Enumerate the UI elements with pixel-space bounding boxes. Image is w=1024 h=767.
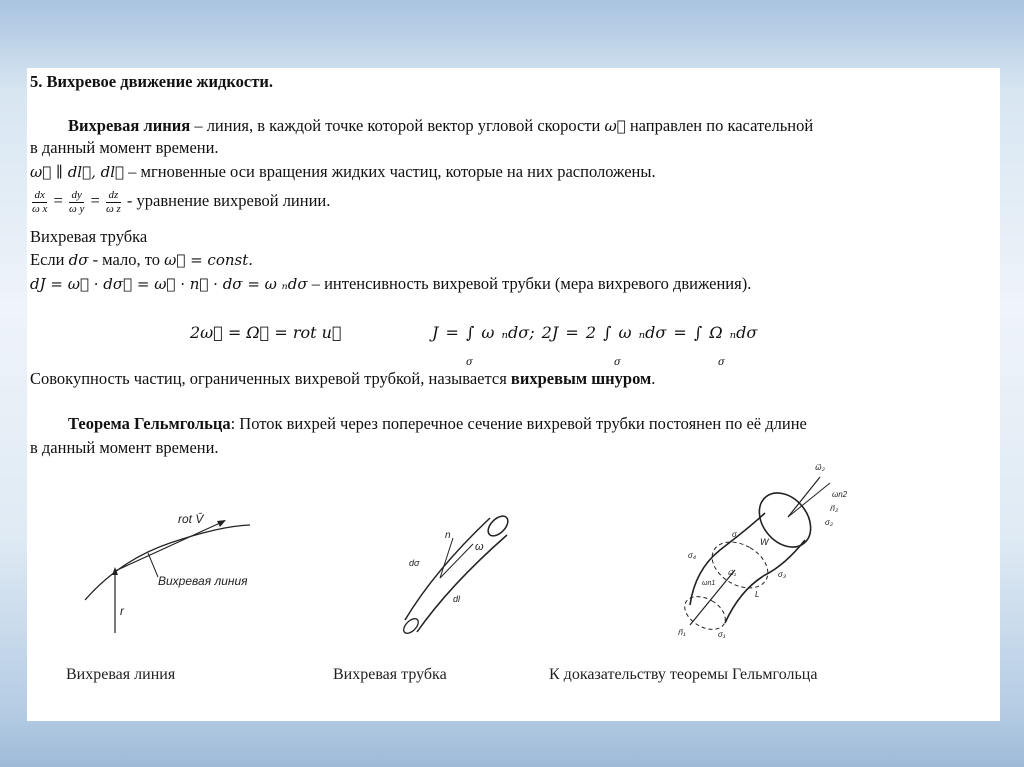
label-dsigma: dσ xyxy=(409,558,420,568)
cord-term: вихревым шнуром xyxy=(510,369,652,388)
num: dy xyxy=(69,189,84,203)
label-r: r xyxy=(120,604,124,618)
sigma-sub-1: σ xyxy=(466,357,473,368)
theorem-text: : Поток вихрей через поперечное сечение вихревой трубки постоянен по её длине xyxy=(230,414,807,433)
theorem-line xyxy=(68,414,807,434)
label-dl: dl xyxy=(453,594,461,604)
formula-rot: 2ω⃗ = Ω⃗ = rot u⃗ xyxy=(190,323,342,342)
eq-text: - уравнение вихревой линии. xyxy=(122,191,331,210)
label-n1: n⃗₁ xyxy=(678,628,686,637)
num: dx xyxy=(32,189,47,203)
intensity-text: – интенсивность вихревой трубки (мера вихревого движения). xyxy=(307,274,752,293)
intensity-formula: dJ = ω⃗ · dσ⃗ = ω⃗ · n⃗ · dσ = ω ₙdσ xyxy=(30,275,308,293)
def-text2: направлен по касательной xyxy=(625,116,814,135)
label-rot-v: rot V̄ xyxy=(178,512,204,526)
num: dz xyxy=(106,189,121,203)
label-s4: σ₄ xyxy=(688,551,697,560)
axes-formula: ω⃗ ∥ dl⃗, dl⃗ xyxy=(30,163,125,181)
den: ω z xyxy=(105,202,121,215)
cord-line xyxy=(30,369,655,389)
vortex-line-equation: $\frac{dx}{\text{ω x}}$ = $\frac{dy}{\text{ω y}}$ = $\frac{dz}{\text{ω z}}$ - уравнение вихревой линии. xyxy=(32,188,331,215)
caption-helmholtz: К доказательству теоремы Гельмгольца xyxy=(549,666,818,683)
label-sigma: σ xyxy=(732,530,737,539)
figure-helmholtz xyxy=(660,455,880,645)
label-W: W xyxy=(760,537,769,547)
caption-vortex-line: Вихревая линия xyxy=(66,666,176,683)
figure-vortex-tube xyxy=(395,510,525,640)
label-w1: ω⃗₁ xyxy=(728,570,737,577)
if-text1: Если xyxy=(30,250,69,269)
theorem-term: Теорема Гельмгольца xyxy=(68,414,231,433)
dsigma: dσ xyxy=(68,251,89,269)
label-s3: σ₃ xyxy=(778,570,786,579)
omega-symbol: ω⃗ xyxy=(604,117,626,135)
fraction-z xyxy=(106,189,121,216)
tube-heading: Вихревая трубка xyxy=(30,227,148,246)
def-text: – линия, в каждой точке которой вектор угловой скорости xyxy=(190,116,605,135)
label-wn1: ωn1 xyxy=(702,580,716,587)
intensity-line xyxy=(30,274,751,294)
definition-line xyxy=(68,116,813,136)
caption-vortex-tube: Вихревая трубка xyxy=(333,666,447,683)
label-w2: ω⃗₂ xyxy=(815,463,825,472)
if-formula: ω⃗ = const. xyxy=(164,251,254,269)
page-title: 5. Вихревое движение жидкости. xyxy=(30,72,273,91)
fraction-y xyxy=(69,189,84,216)
label-n: n xyxy=(445,530,451,541)
den: ω x xyxy=(32,202,48,215)
label-s2: σ₂ xyxy=(825,518,833,527)
label-n2: n⃗₂ xyxy=(830,504,839,513)
label-s1: σ₁ xyxy=(718,630,726,639)
label-L: L xyxy=(755,590,760,599)
if-text2: - мало, то xyxy=(88,250,165,269)
label-omega: ω xyxy=(475,541,484,553)
axes-text: – мгновенные оси вращения жидких частиц, которые на них расположены. xyxy=(124,162,656,181)
if-line xyxy=(30,250,253,270)
figure-vortex-line xyxy=(80,505,280,640)
axes-line xyxy=(30,162,656,182)
term-vortex-line: Вихревая линия xyxy=(68,116,191,135)
formula-integral: J = ∫ ω ₙdσ; 2J = 2 ∫ ω ₙdσ = ∫ Ω ₙdσ xyxy=(432,323,758,342)
theorem-line2: в данный момент времени. xyxy=(30,438,219,457)
sigma-sub-2: σ xyxy=(614,357,621,368)
fraction-x xyxy=(32,189,47,216)
definition-line2: в данный момент времени. xyxy=(30,138,219,157)
cord-end: . xyxy=(651,369,656,388)
label-wn2: ωn2 xyxy=(832,490,848,499)
label-vortex-line: Вихревая линия xyxy=(158,574,248,588)
cord-text: Совокупность частиц, ограниченных вихревой трубкой, называется xyxy=(30,369,511,388)
sigma-sub-3: σ xyxy=(718,357,725,368)
den: ω y xyxy=(68,202,85,215)
